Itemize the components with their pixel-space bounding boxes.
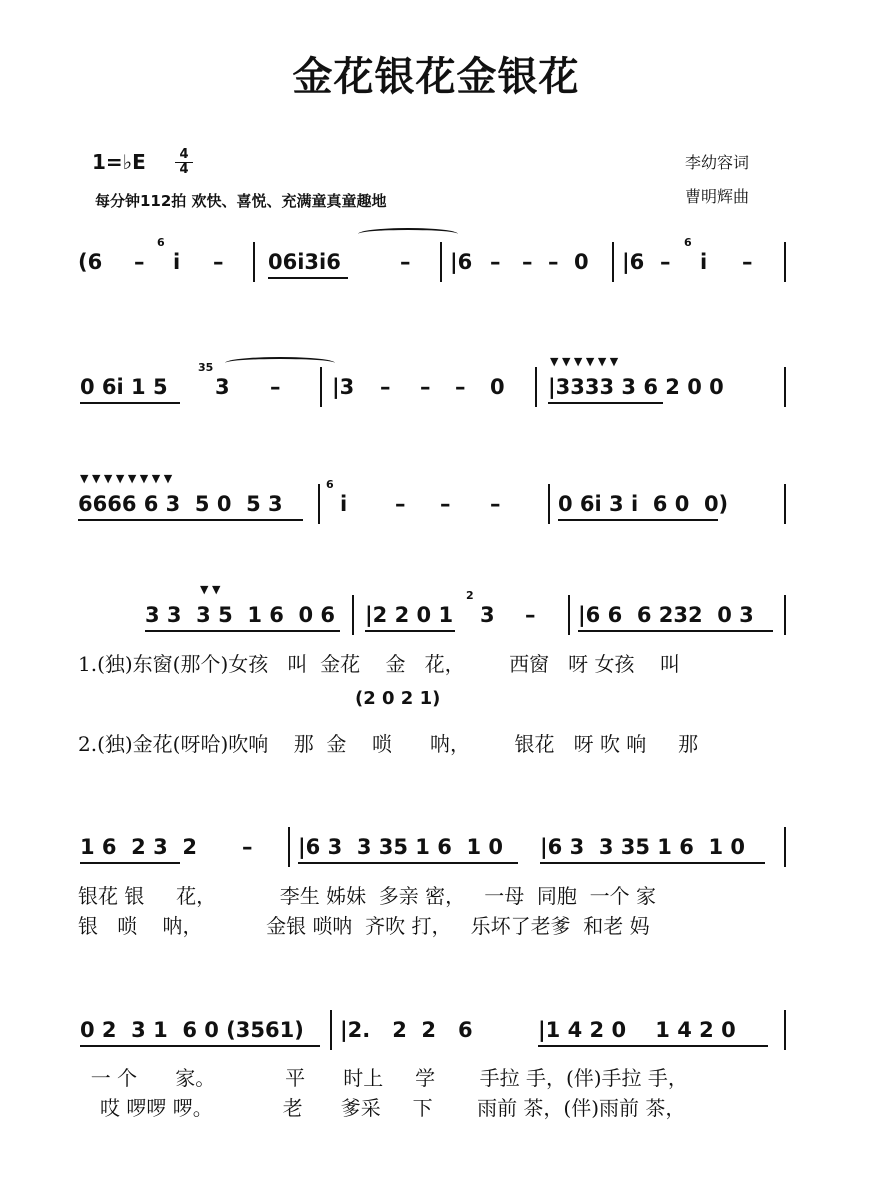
underline	[365, 630, 455, 632]
dash: –	[134, 250, 145, 274]
score-row-3	[0, 472, 872, 552]
note: i	[340, 492, 348, 516]
grace-note: 35	[198, 361, 214, 374]
barline	[784, 1010, 786, 1050]
lyric-text: 银 唢 呐， 金银 唢呐 齐吹 打， 乐坏了老爹 和老 妈	[78, 914, 650, 938]
lyric-text: 一 个 家。 平 时上 学 手拉 手，(伴)手拉 手，	[78, 1066, 688, 1090]
underline	[548, 402, 663, 404]
lyric-line-verse-1	[0, 648, 872, 676]
barline	[352, 595, 354, 635]
barline	[784, 827, 786, 867]
accent-marks: ▼ ▼	[200, 583, 221, 596]
slur	[225, 357, 335, 369]
underline	[80, 402, 180, 404]
composer-credit: 曹明辉曲	[685, 187, 750, 206]
song-title: 金花银花金银花	[292, 54, 580, 100]
underline	[298, 862, 518, 864]
note-group: 06i3i6	[268, 250, 341, 274]
barline	[330, 1010, 332, 1050]
lyric-alt-notes	[0, 688, 872, 716]
note: i	[700, 250, 708, 274]
note-group: |6 3 3 35 1 6 1 0	[298, 835, 503, 859]
barline	[784, 484, 786, 524]
note: 0	[574, 250, 589, 274]
dash: –	[395, 492, 406, 516]
note-group: |1 4 2 0 1 4 2 0	[538, 1018, 736, 1042]
barline	[784, 242, 786, 282]
dash: –	[548, 250, 559, 274]
underline	[540, 862, 765, 864]
grace-note: 6	[157, 236, 165, 249]
dash: –	[270, 375, 281, 399]
note-group: |6 3 3 35 1 6 1 0	[540, 835, 745, 859]
note: 3	[480, 603, 495, 627]
dash: –	[742, 250, 753, 274]
slur	[358, 228, 458, 240]
dash: –	[525, 603, 536, 627]
dash: –	[522, 250, 533, 274]
dash: –	[490, 250, 501, 274]
note-group: 0 6i 1 5	[80, 375, 168, 399]
lyric-line-verse-2	[0, 728, 872, 756]
barline	[784, 595, 786, 635]
dash: –	[400, 250, 411, 274]
dash: –	[420, 375, 431, 399]
dash: –	[455, 375, 466, 399]
lyric-text: 哎 啰啰 啰。 老 爹采 下 雨前 茶，(伴)雨前 茶，	[100, 1096, 686, 1120]
tempo-marking: 每分钟112拍 欢快、喜悦、充满童真童趣地	[95, 192, 387, 210]
note: i	[173, 250, 181, 274]
note-group: 0 6i 3 i 6 0 0)	[558, 492, 729, 516]
lyric-line-verse-1	[0, 880, 872, 908]
grace-note: 6	[326, 478, 334, 491]
barline	[288, 827, 290, 867]
note: |3	[332, 375, 355, 399]
dash: –	[660, 250, 671, 274]
alt-note-group: (2 0 2 1)	[355, 688, 441, 709]
underline	[80, 1045, 320, 1047]
note-group: |3333 3 6 2 0 0	[548, 375, 724, 399]
underline	[538, 1045, 768, 1047]
note: (6	[78, 250, 103, 274]
score-row-1	[0, 236, 872, 310]
lyric-text: 1.(独)东窗(那个)女孩 叫 金花 金 花， 西窗 呀 女孩 叫	[78, 652, 680, 676]
underline	[78, 519, 303, 521]
dash: –	[242, 835, 253, 859]
note-group: 1 6 2 3 2	[80, 835, 197, 859]
barline	[440, 242, 442, 282]
time-signature-bottom: 4	[175, 162, 193, 177]
note: |6	[622, 250, 645, 274]
dash: –	[380, 375, 391, 399]
underline	[145, 630, 340, 632]
accent-marks: ▼ ▼ ▼ ▼ ▼ ▼ ▼ ▼	[80, 472, 173, 485]
accent-marks: ▼ ▼ ▼ ▼ ▼ ▼	[550, 355, 619, 368]
note-group: 6666 6 3 5 0 5 3	[78, 492, 283, 516]
time-signature	[175, 148, 193, 177]
note-group: |6 6 6 232 0 3	[578, 603, 754, 627]
grace-note: 6	[684, 236, 692, 249]
dash: –	[490, 492, 501, 516]
grace-note: 2	[466, 589, 474, 602]
barline	[784, 367, 786, 407]
note-group: |2. 2 2 6	[340, 1018, 473, 1042]
lyric-line-verse-2	[0, 910, 872, 938]
lyric-text: 2.(独)金花(呀哈)吹响 那 金 唢 呐， 银花 呀 吹 响 那	[78, 732, 699, 756]
underline	[268, 277, 348, 279]
note-group: |2 2 0 1	[365, 603, 454, 627]
note: 3	[215, 375, 230, 399]
underline	[578, 630, 773, 632]
barline	[320, 367, 322, 407]
dash: –	[213, 250, 224, 274]
note: |6	[450, 250, 473, 274]
lyric-line-verse-2	[0, 1092, 872, 1120]
barline	[253, 242, 255, 282]
barline	[535, 367, 537, 407]
underline	[558, 519, 718, 521]
note: 0	[490, 375, 505, 399]
score-row-2	[0, 355, 872, 435]
note-group: 3 3 3 5 1 6 0 6	[145, 603, 336, 627]
lyric-line-verse-1	[0, 1062, 872, 1090]
lyricist-credit: 李幼容词	[685, 153, 750, 172]
dash: –	[440, 492, 451, 516]
barline	[318, 484, 320, 524]
time-signature-top: 4	[179, 147, 189, 162]
note-group: 0 2 3 1 6 0 (3561)	[80, 1018, 304, 1042]
barline	[568, 595, 570, 635]
underline	[80, 862, 180, 864]
barline	[548, 484, 550, 524]
lyric-text: 银花 银 花， 李生 姊妹 多亲 密， 一母 同胞 一个 家	[78, 884, 657, 908]
key-signature: 1=♭E	[92, 150, 146, 174]
barline	[612, 242, 614, 282]
